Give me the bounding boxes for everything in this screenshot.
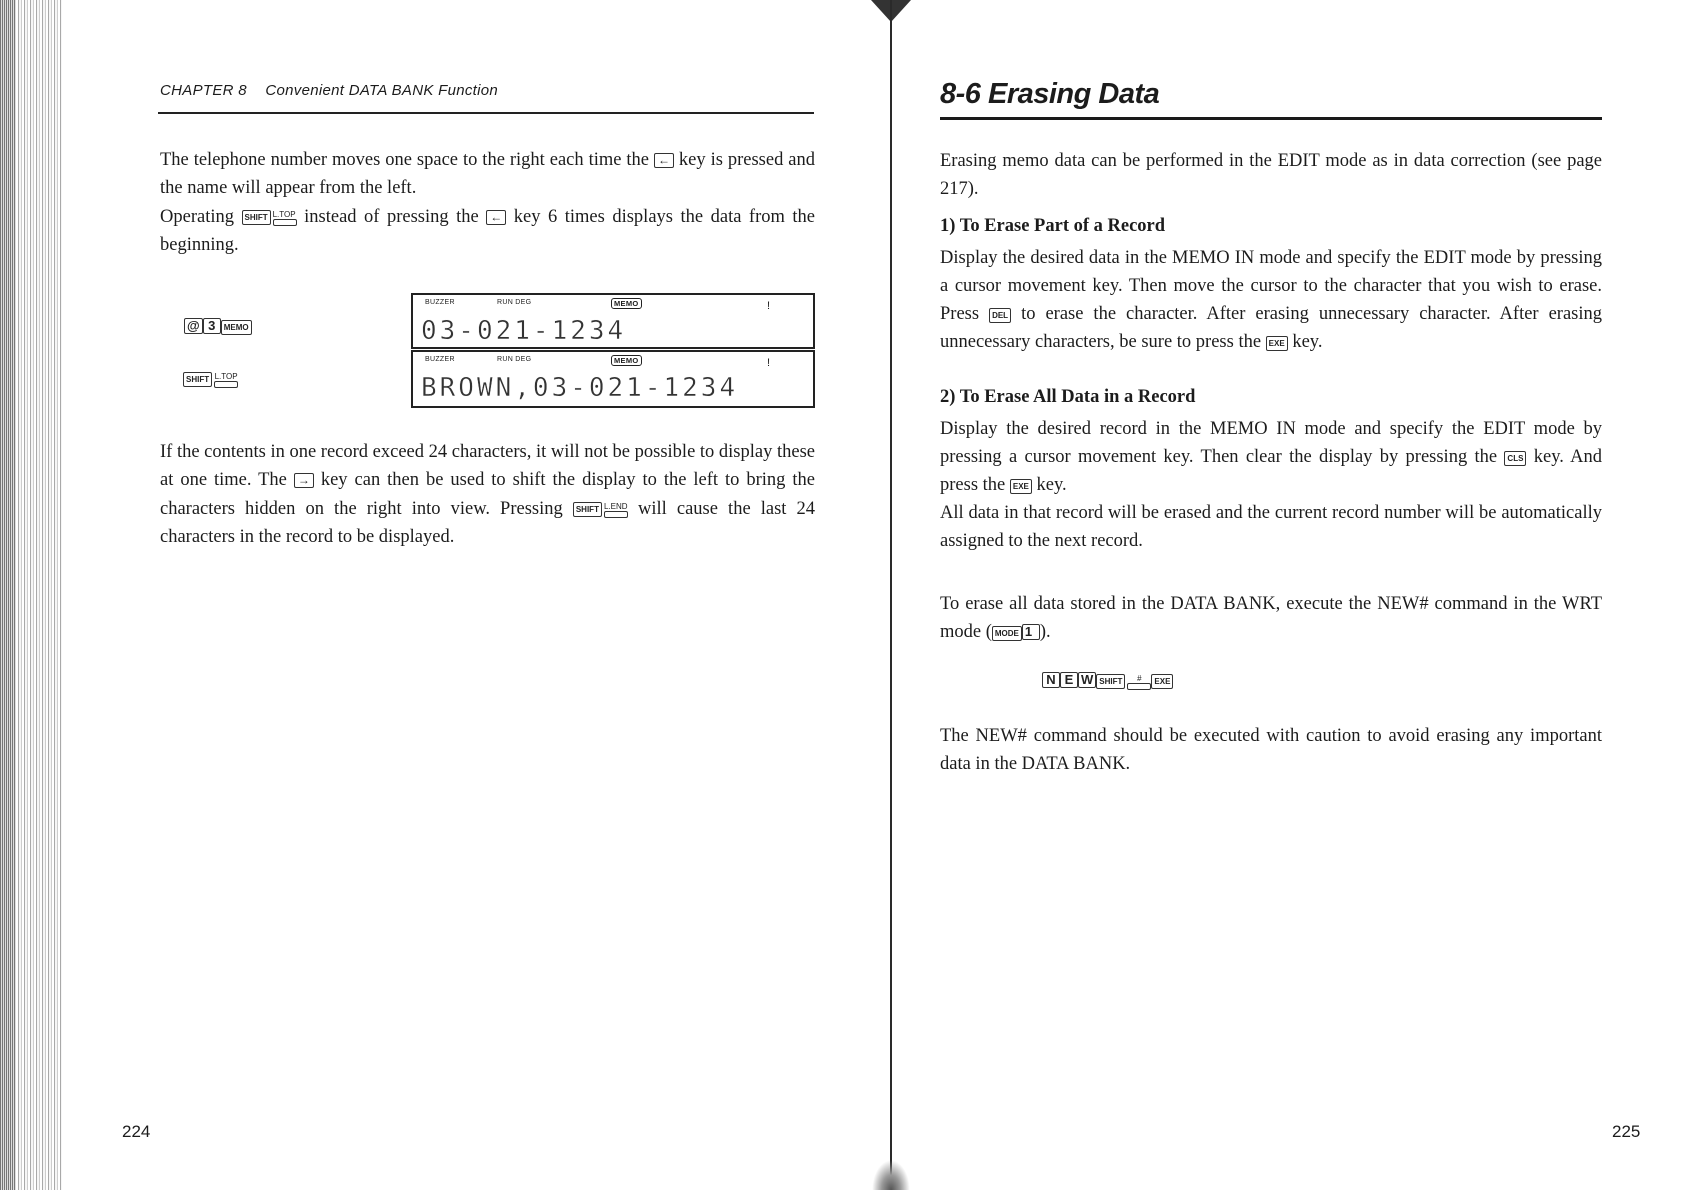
key-sequence-new: N E W SHIFT # EXE [1042,672,1173,690]
book-edge-scan-dark [0,0,16,1190]
w-key-icon: W [1078,672,1096,688]
buzzer-indicator: BUZZER [425,299,455,306]
section-title: 8-6 Erasing Data [940,78,1160,110]
buzzer-indicator: BUZZER [425,356,455,363]
one-key-icon: 1 [1022,624,1040,640]
memo-indicator: MEMO [611,355,642,366]
memo-indicator: MEMO [611,298,642,309]
paragraph-intro: Erasing memo data can be performed in the EDIT mode as in data correction (see page 217). [940,151,1602,199]
page-number-right: 225 [1612,1122,1641,1141]
lcd-text: BROWN,03-021-1234 [421,373,739,403]
subheading-erase-part: 1) To Erase Part of a Record [940,216,1166,236]
mode-indicator: RUN DEG [497,299,532,306]
chapter-label: CHAPTER 8 [160,82,247,99]
mode-key-icon: MODE [992,626,1022,641]
header-rule-left [158,112,814,114]
binding-bottom-mark [872,1160,910,1190]
three-key-icon: 3 [203,318,221,334]
shift-key-icon: SHIFT [573,502,602,517]
exe-key-icon: EXE [1151,674,1173,689]
at-key-icon: @ [184,318,203,334]
header-rule-right [940,117,1602,120]
lcd-text: 03-021-1234 [421,316,627,346]
mode-indicator: RUN DEG [497,356,532,363]
memo-key-icon: MEMO [221,320,252,335]
paragraph-long-record: If the contents in one record exceed 24 characters, it will not be possible to display these at one time. The → key can then be used to shift the display to the left to bring the characters hidden on the right into view. Pressing SHIFT L.END will cause the last 24 characters in the record to be displayed. [160,442,815,547]
lcd-display-number [411,293,815,349]
shift-ltop-key-combo: SHIFT L.TOP [242,202,297,230]
shift-right-key-icon-2: ← [486,210,506,225]
key-sequence-recall [184,318,252,336]
shift-lend-key-combo: SHIFT L.END [573,494,628,522]
cursor-indicator: ! [767,357,771,369]
shift-key-icon: SHIFT [183,372,212,387]
e-key-icon: E [1060,672,1078,688]
cls-key-icon: CLS [1504,451,1526,466]
del-key-icon: DEL [989,308,1011,323]
shift-key-icon: SHIFT [242,210,271,225]
shift-left-key-icon: → [294,473,314,488]
exe-key-icon: EXE [1266,336,1288,351]
page-number-left: 224 [122,1122,151,1141]
key-sequence-ltop: SHIFT L.TOP [183,370,238,388]
paragraph-erase-all: To erase all data stored in the DATA BANK, execute the NEW# command in the WRT mode ( MODE 1 ). [940,594,1602,642]
exe-key-icon: EXE [1010,479,1032,494]
paragraph-shift-explanation: The telephone number moves one space to the right each time the ← key is pressed and the name will appear from the left. Operating SHIFT L.TOP instead of pressing the ← key 6 times displays the data from the beginning. [160,150,816,255]
shift-right-key-icon: ← [654,153,674,168]
shift-key-icon: SHIFT [1096,674,1125,689]
paragraph-erase-record: Display the desired record in the MEMO IN mode and specify the EDIT mode by pressing a cursor movement key. Then clear the display by pressing the CLS key. And press the EXE key. All data in that record will be erased and the current record number will be automatically assigned to the next record. [940,419,1603,551]
paragraph-erase-part: Display the desired data in the MEMO IN mode and specify the EDIT mode by pressing a cursor movement key. Then move the cursor to the character that you wish to erase. Press DEL to erase the character. After erasing unnecessary character. After erasing unnecessary characters, be sure to press the EXE key. [940,248,1603,352]
paragraph-caution: The NEW# command should be executed with caution to avoid erasing any important data in the DATA BANK. [940,726,1602,774]
cursor-indicator: ! [767,300,771,312]
chapter-title: Convenient DATA BANK Function [265,82,499,99]
n-key-icon: N [1042,672,1060,688]
subheading-erase-record: 2) To Erase All Data in a Record [940,387,1196,407]
lcd-display-name-number [411,350,815,408]
book-gutter [890,0,892,1190]
running-head [160,82,498,99]
